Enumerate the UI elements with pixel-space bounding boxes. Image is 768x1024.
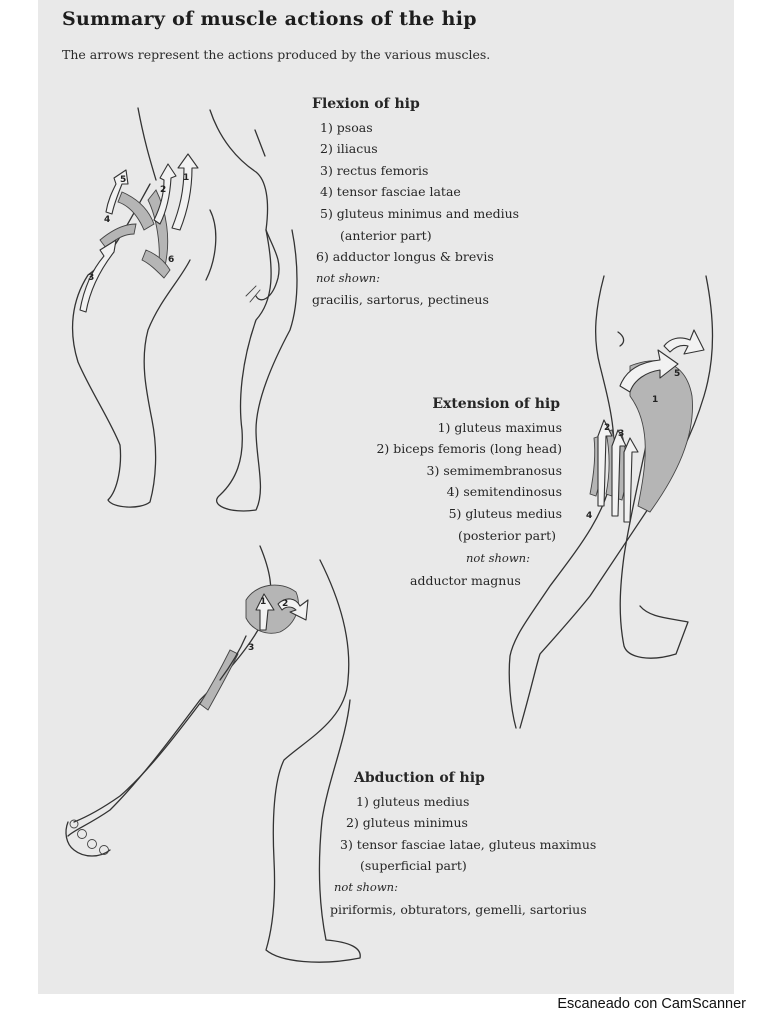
extension-heading: Extension of hip [432,396,560,412]
extension-text [330,394,562,546]
extension-not-shown: adductor magnus [410,572,521,588]
extension-item: 2) biceps femoris (long head) [376,441,562,457]
scanner-watermark: Escaneado con CamScanner [557,996,746,1012]
abduction-heading: Abduction of hip [354,770,485,786]
abduction-label-3: 3 [248,643,255,653]
flexion-label-1: 1 [183,173,190,183]
flexion-item: (anterior part) [340,227,432,243]
flexion-label-6: 6 [168,255,175,265]
flexion-text [312,94,519,311]
flexion-not-shown-label: not shown: [316,270,380,285]
flexion-item: 2) iliacus [320,141,378,157]
flexion-item: 6) adductor longus & brevis [316,249,494,265]
extension-label-1: 1 [652,395,659,405]
extension-item: 1) gluteus maximus [437,419,562,435]
flexion-label-4: 4 [104,215,111,225]
extension-item: 4) semitendinosus [446,484,562,500]
abduction-item: 1) gluteus medius [356,793,470,809]
flexion-label-3: 3 [88,273,95,283]
flexion-item: 4) tensor fasciae latae [320,184,461,200]
abduction-label-2: 2 [282,599,289,609]
extension-not-shown-label: not shown: [466,551,530,565]
extension-item: 3) semimembranosus [426,462,562,478]
extension-item: 5) gluteus medius [448,505,562,521]
page-title: Summary of muscle actions of the hip [62,8,477,30]
flexion-item: 1) psoas [320,119,373,135]
extension-label-5: 5 [674,369,681,379]
abduction-text [330,768,596,920]
abduction-label-1: 1 [260,597,267,607]
abduction-not-shown-label: not shown: [334,879,398,894]
page-subtitle: The arrows represent the actions produced by the various muscles. [62,47,491,62]
flexion-label-5: 5 [120,175,127,185]
extension-label-2: 2 [604,423,611,433]
flexion-heading: Flexion of hip [312,96,420,112]
extension-label-3: 3 [618,429,625,439]
extension-label-4: 4 [586,511,593,521]
flexion-item: 3) rectus femoris [320,162,429,178]
flexion-not-shown: gracilis, sartorus, pectineus [312,292,489,308]
abduction-item: 3) tensor fasciae latae, gluteus maximus [340,836,597,852]
abduction-item: (superficial part) [360,858,467,874]
abduction-item: 2) gluteus minimus [346,815,468,831]
flexion-item: 5) gluteus minimus and medius [320,205,520,221]
extension-not-shown-block [410,548,530,591]
flexion-illustration [60,100,310,520]
extension-item: (posterior part) [457,527,556,543]
abduction-not-shown: piriformis, obturators, gemelli, sartorius [330,901,587,917]
flexion-label-2: 2 [160,185,167,195]
